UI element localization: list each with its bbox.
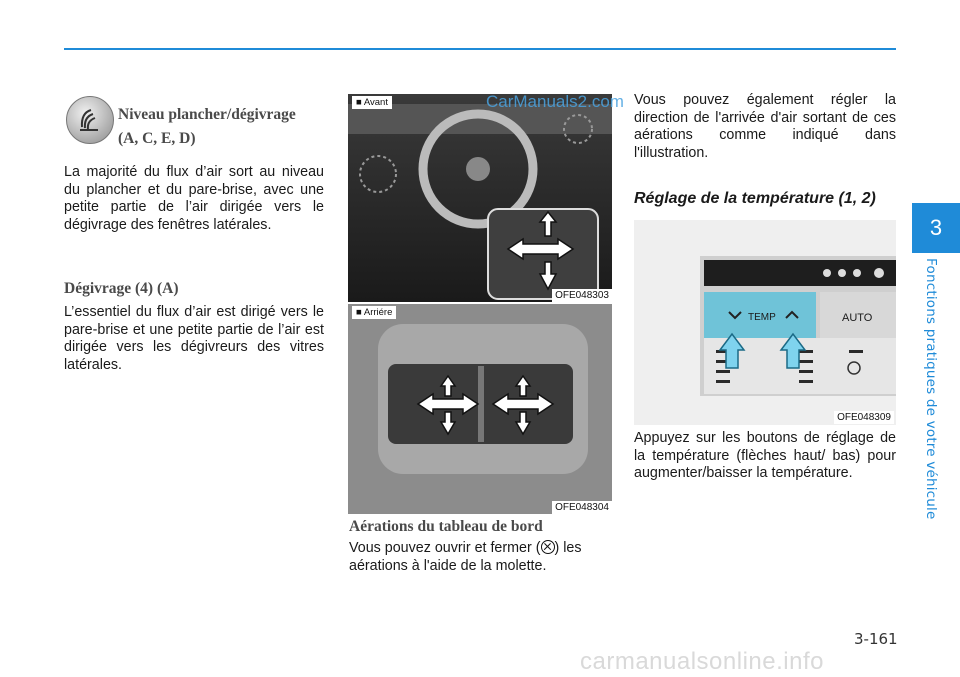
rear-photo-code: OFE048304 bbox=[552, 501, 612, 514]
left-para2: L’essentiel du flux d’air est dirigé vers le pare-brise et une petite partie de l’air est dirigée vers les dégivreurs des vitres latérales. bbox=[64, 304, 324, 373]
middle-para bbox=[349, 540, 614, 575]
middle-para-before: Vous pouvez ouvrir et fermer ( bbox=[349, 540, 541, 556]
top-watermark: CarManuals2.com bbox=[486, 92, 624, 111]
footer-watermark: carmanualsonline.info bbox=[580, 648, 824, 675]
header-rule bbox=[64, 48, 896, 50]
close-circle-icon bbox=[541, 540, 555, 554]
left-heading bbox=[118, 103, 318, 151]
temp-photo-code: OFE048309 bbox=[834, 411, 894, 424]
page-number: 3-161 bbox=[854, 630, 898, 648]
middle-heading: Aérations du tableau de bord bbox=[349, 518, 543, 535]
chapter-title: Fonctions pratiques de votre véhicule bbox=[923, 258, 939, 520]
panel-auto-label: AUTO bbox=[842, 312, 873, 324]
left-heading2: Dégivrage (4) (A) bbox=[64, 280, 179, 297]
panel-temp-label: TEMP bbox=[748, 312, 776, 323]
right-heading: Réglage de la température (1, 2) bbox=[634, 190, 876, 207]
middle-para-after: ) les aérations à l'aide de la molette. bbox=[349, 540, 582, 574]
chapter-number: 3 bbox=[929, 215, 943, 240]
left-heading-line2: (A, C, E, D) bbox=[118, 130, 196, 147]
chapter-side-title bbox=[923, 258, 943, 520]
rear-vents-photo bbox=[348, 304, 612, 514]
front-vents-photo bbox=[348, 94, 612, 302]
temp-panel-photo bbox=[634, 220, 896, 425]
floor-defrost-icon bbox=[66, 96, 114, 144]
front-label: ■ Avant bbox=[352, 96, 392, 109]
chapter-tab bbox=[912, 203, 960, 253]
right-para1: Vous pouvez également régler la direction de l'arrivée d'air sortant de ces aérations comme indiqué dans l'illustration. bbox=[634, 92, 896, 161]
front-photo-code: OFE048303 bbox=[552, 289, 612, 302]
left-heading-line1: Niveau plancher/dégivrage bbox=[118, 106, 296, 123]
rear-label: ■ Arriére bbox=[352, 306, 396, 319]
right-para2: Appuyez sur les boutons de réglage de la température (flèches haut/ bas) pour augmenter/baisser la température. bbox=[634, 430, 896, 482]
left-para1: La majorité du flux d’air sort au niveau du plancher et du pare-brise, avec une petite partie de l’air dirigée vers le dégivrage des fenêtres latérales. bbox=[64, 164, 324, 233]
